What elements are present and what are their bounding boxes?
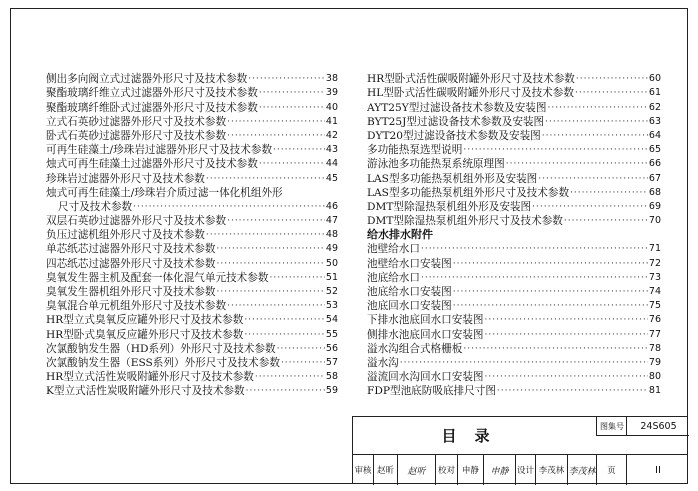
toc-leader-dots [246,384,325,398]
toc-leader-dots [532,200,648,214]
toc-entry-title: 溢水沟组合式格栅板 [367,342,463,355]
toc-entry [46,242,338,256]
atlas-number-label: 图集号 [596,417,627,435]
title-block-divider [596,435,689,436]
toc-leader-dots [244,313,325,327]
toc-leader-dots [538,172,648,186]
toc-entry [46,200,338,214]
toc-entry-title: 聚酯玻璃纤维卧式过滤器外形尺寸及技术参数 [46,101,258,114]
toc-entry-title: LAS型多功能热泵机组外形及安装图 [367,172,538,185]
toc-leader-dots [453,257,648,271]
toc-leader-dots [421,242,648,256]
toc-leader-dots [217,257,325,271]
toc-leader-dots [545,115,648,129]
toc-entry-page: 69 [648,200,661,212]
toc-entry-title: 臭氧发生器机组外形尺寸及技术参数 [46,286,216,298]
toc-entry [367,214,661,228]
toc-entry [367,200,661,214]
toc-entry-page: 74 [648,286,661,297]
toc-leader-dots [206,228,325,242]
toc-leader-dots [227,299,325,313]
toc-entry-page: 46 [325,200,338,212]
toc-leader-dots [255,370,325,384]
toc-entry-page: 68 [648,186,661,198]
toc-entry-page: 67 [648,172,661,184]
toc-leader-dots [497,384,648,398]
toc-entry-title: 珍珠岩过滤器外形尺寸及技术参数 [46,172,205,185]
toc-entry-title: BYT25J型过滤设备技术参数及安装图 [367,115,545,128]
toc-entry-title: 溢水沟 [367,356,399,369]
toc-leader-dots [485,313,648,327]
toc-entry [367,370,661,384]
toc-entry [46,115,338,129]
toc-entry-title: 池底给水口 [367,271,420,284]
toc-entry [367,342,661,356]
toc-leader-dots [542,129,648,143]
toc-entry-page: 63 [648,115,661,127]
toc-entry [367,299,661,313]
toc-entry-title: 聚酯玻璃纤维立式过滤器外形尺寸及技术参数 [46,87,258,100]
toc-leader-dots [506,157,648,171]
toc-leader-dots [453,299,648,313]
section-heading: 给水排水附件 [367,228,433,242]
toc-entry [46,313,338,327]
toc-entry-page: 72 [648,257,661,269]
review-label: 审核 [354,466,372,476]
toc-leader-dots [217,285,325,299]
toc-leader-dots [575,86,648,100]
toc-entry-page: 61 [648,87,661,99]
toc-entry [367,285,661,299]
toc-leader-dots [570,186,648,200]
toc-entry [46,100,338,114]
toc-leader-dots [269,271,324,285]
toc-entry-title: DYT20型过滤设备技术参数及安装图 [367,129,541,142]
toc-entry-title: 侧排水池底回水口安装图 [367,328,484,341]
toc-entry-page: 55 [325,328,338,340]
toc-leader-dots [485,328,648,342]
toc-entry-title: AYT25Y型过滤设备技术参数及安装图 [367,101,547,114]
toc-entry-page: 76 [648,314,661,326]
toc-entry [367,384,661,398]
toc-entry-page: 70 [648,215,661,227]
toc-entry-title: 臭氧混合单元机组外形尺寸及技术参数 [46,300,227,313]
atlas-number: 24S605 [626,417,690,435]
toc-entry-title: LAS型多功能热泵机组外形尺寸及技术参数 [367,186,570,199]
toc-entry [46,327,338,341]
toc-leader-dots [564,214,648,228]
toc-entry [46,299,338,313]
toc-entry-page: 73 [648,271,661,283]
toc-entry [46,171,338,185]
toc-entry-page: 50 [325,257,338,269]
toc-entry [367,186,661,200]
toc-entry-page: 45 [325,172,338,184]
toc-entry-title: HR型立式活性炭吸附罐外形尺寸及技术参数 [46,371,254,384]
page-label: 页 [596,455,626,485]
page-number: II [626,455,689,485]
toc-entry-page: 44 [325,158,338,170]
toc-leader-dots [421,271,648,285]
toc-entry-title: 次氯酸钠发生器（HD系列）外形尺寸及技术参数 [46,342,276,355]
title-block-row-top [353,417,688,455]
toc-entry-title: 尺寸及技术参数 [58,200,133,213]
toc-entry [46,186,338,200]
toc-entry [367,129,661,143]
check-label: 校对 [435,455,457,485]
toc-entry-title: 下排水池底回水口安装图 [367,314,484,327]
toc-entry-title: HL型卧式活性碳吸附罐外形尺寸及技术参数 [367,87,574,100]
toc-entry [46,342,338,356]
toc-leader-dots [227,115,325,129]
toc-entry [46,86,338,100]
toc-entry-title: FDP型池底防吸底排尺寸图 [367,385,496,398]
toc-entry [46,228,338,242]
toc-entry-title: 负压过滤机组外形尺寸及技术参数 [46,229,205,242]
toc-entry-page: 43 [325,144,338,156]
toc-entry-page: 78 [648,342,661,354]
toc-entry-page: 75 [648,300,661,312]
toc-entry [367,271,661,285]
page-title: 目录 [441,427,508,445]
toc-entry-title: 单芯纸芯过滤器外形尺寸及技术参数 [46,243,216,256]
toc-entry [46,256,338,270]
toc-entry [46,285,338,299]
toc-entry-title: DMT型除湿热泵机组外形及安装图 [367,200,532,213]
toc-entry-title: 立式石英砂过滤器外形尺寸及技术参数 [46,115,227,128]
reviewer-name: 赵昕 [373,455,397,485]
toc-leader-dots [259,86,325,100]
toc-leader-dots [133,200,325,214]
toc-entry-page: 57 [325,356,338,368]
toc-entry-page: 39 [325,87,338,99]
toc-entry-page: 60 [648,73,661,85]
toc-leader-dots [547,101,647,115]
toc-entry [367,86,661,100]
toc-leader-dots [400,356,648,370]
toc-entry [367,313,661,327]
toc-entry-title: 卧式石英砂过滤器外形尺寸及技术参数 [46,129,227,142]
toc-entry [367,242,661,256]
toc-entry-title: 池底回水口安装图 [367,300,452,313]
toc-entry-title: HR型卧式活性碳吸附罐外形尺寸及技术参数 [367,73,575,86]
toc-entry-page: 59 [325,385,338,397]
toc-entry-page: 62 [648,101,661,113]
toc-leader-dots [206,172,325,186]
toc-entry-title: 溢流回水沟回水口安装图 [367,371,484,384]
toc-entry [46,370,338,384]
toc-entry [46,356,338,370]
toc-leader-dots [259,101,325,115]
toc-entry-page: 42 [325,129,338,141]
design-label: 设计 [515,455,535,485]
checker-signature: 申静 [483,455,515,485]
toc-entry-page: 66 [648,158,661,170]
toc-entry-page: 81 [648,385,661,397]
toc-entry-title: 池底给水口安装图 [367,286,452,298]
toc-entry-title: HR型立式臭氧反应罐外形尺寸及技术参数 [46,314,244,327]
toc-entry [46,72,338,86]
toc-entry-page: 77 [648,328,661,340]
toc-entry [367,157,661,171]
toc-entry [46,271,338,285]
toc-leader-dots [485,370,648,384]
toc-entry-page: 64 [648,129,661,141]
designer-name: 李茂林 [535,455,567,485]
toc-entry-page: 41 [325,115,338,127]
toc-entry-title: 可再生硅藻土/珍珠岩过滤器外形尺寸及技术参数 [46,144,273,157]
toc-entry-title: K型立式活性炭吸附罐外形尺寸及技术参数 [46,385,245,398]
toc-right-column [367,72,661,398]
toc-entry-title: HR型卧式臭氧反应罐外形尺寸及技术参数 [46,328,244,341]
toc-entry-page: 40 [325,101,338,113]
toc-entry-title: 池壁给水口安装图 [367,257,452,270]
toc-entry [367,256,661,270]
toc-entry [367,115,661,129]
toc-entry-page: 56 [325,342,338,354]
toc-leader-dots [244,328,325,342]
toc-entry [367,143,661,157]
reviewer-signature: 赵听 [397,455,435,485]
toc-entry-page: 52 [325,286,338,297]
toc-entry-page: 65 [648,144,661,156]
toc-entry-title: 烛式可再生硅藻土/珍珠岩介质过滤一体化机组外形 [46,186,283,199]
toc-leader-dots [217,242,325,256]
toc-entry-title: 侧出多向阀立式过滤器外形尺寸及技术参数 [46,73,248,86]
toc-entry-page: 47 [325,215,338,227]
toc-entry-title: 双层石英砂过滤器外形尺寸及技术参数 [46,215,227,228]
toc-entry-title: 臭氧发生器主机及配套一体化混气单元技术参数 [46,271,269,284]
toc-entry [367,171,661,185]
toc-leader-dots [453,285,648,299]
title-block [352,416,688,484]
toc-leader-dots [259,157,325,171]
toc-entry-page: 49 [325,243,338,255]
toc-leader-dots [227,214,325,228]
toc-entry [46,129,338,143]
toc-entry-title: 游泳池多功能热泵系统原理图 [367,158,505,171]
toc-entry-title: 烛式可再生硅藻土过滤器外形尺寸及技术参数 [46,158,258,171]
toc-entry [367,100,661,114]
toc-leader-dots [463,143,648,157]
toc-leader-dots [576,72,648,86]
toc-entry-page: 71 [648,243,661,255]
toc-entry [46,214,338,228]
toc-leader-dots [273,143,325,157]
toc-leader-dots [227,129,325,143]
checker-name: 申静 [457,455,483,485]
toc-entry [46,143,338,157]
toc-entry-page: 48 [325,229,338,241]
toc-entry-page: 79 [648,356,661,368]
toc-leader-dots [277,342,325,356]
toc-entry-title: 四芯纸芯过滤器外形尺寸及技术参数 [46,257,216,270]
toc-leader-dots [248,72,325,86]
toc-leader-dots [463,342,648,356]
toc-entry [46,157,338,171]
toc-entry [367,72,661,86]
toc-entry-page: 38 [325,73,338,85]
toc-entry [367,356,661,370]
toc-left-column [46,72,338,398]
toc-entry [367,327,661,341]
toc-entry-page: 53 [325,300,338,312]
toc-leader-dots [281,356,325,370]
toc-entry-page: 51 [325,271,338,283]
title-block-row-signatures [353,455,688,485]
toc-entry-page: 80 [648,371,661,383]
toc-entry-page: 54 [325,314,338,326]
toc-entry-title: 次氯酸钠发生器（ESS系列）外形尺寸及技术参数 [46,356,280,369]
toc-entry-title: 池壁给水口 [367,243,420,256]
toc-entry-page: 58 [325,371,338,383]
toc-entry-title: 多功能热泵选型说明 [367,144,463,157]
toc-entry-title: DMT型除湿热泵机组外形尺寸及技术参数 [367,215,563,228]
toc-entry [46,384,338,398]
designer-signature: 李茂林 [567,455,596,485]
